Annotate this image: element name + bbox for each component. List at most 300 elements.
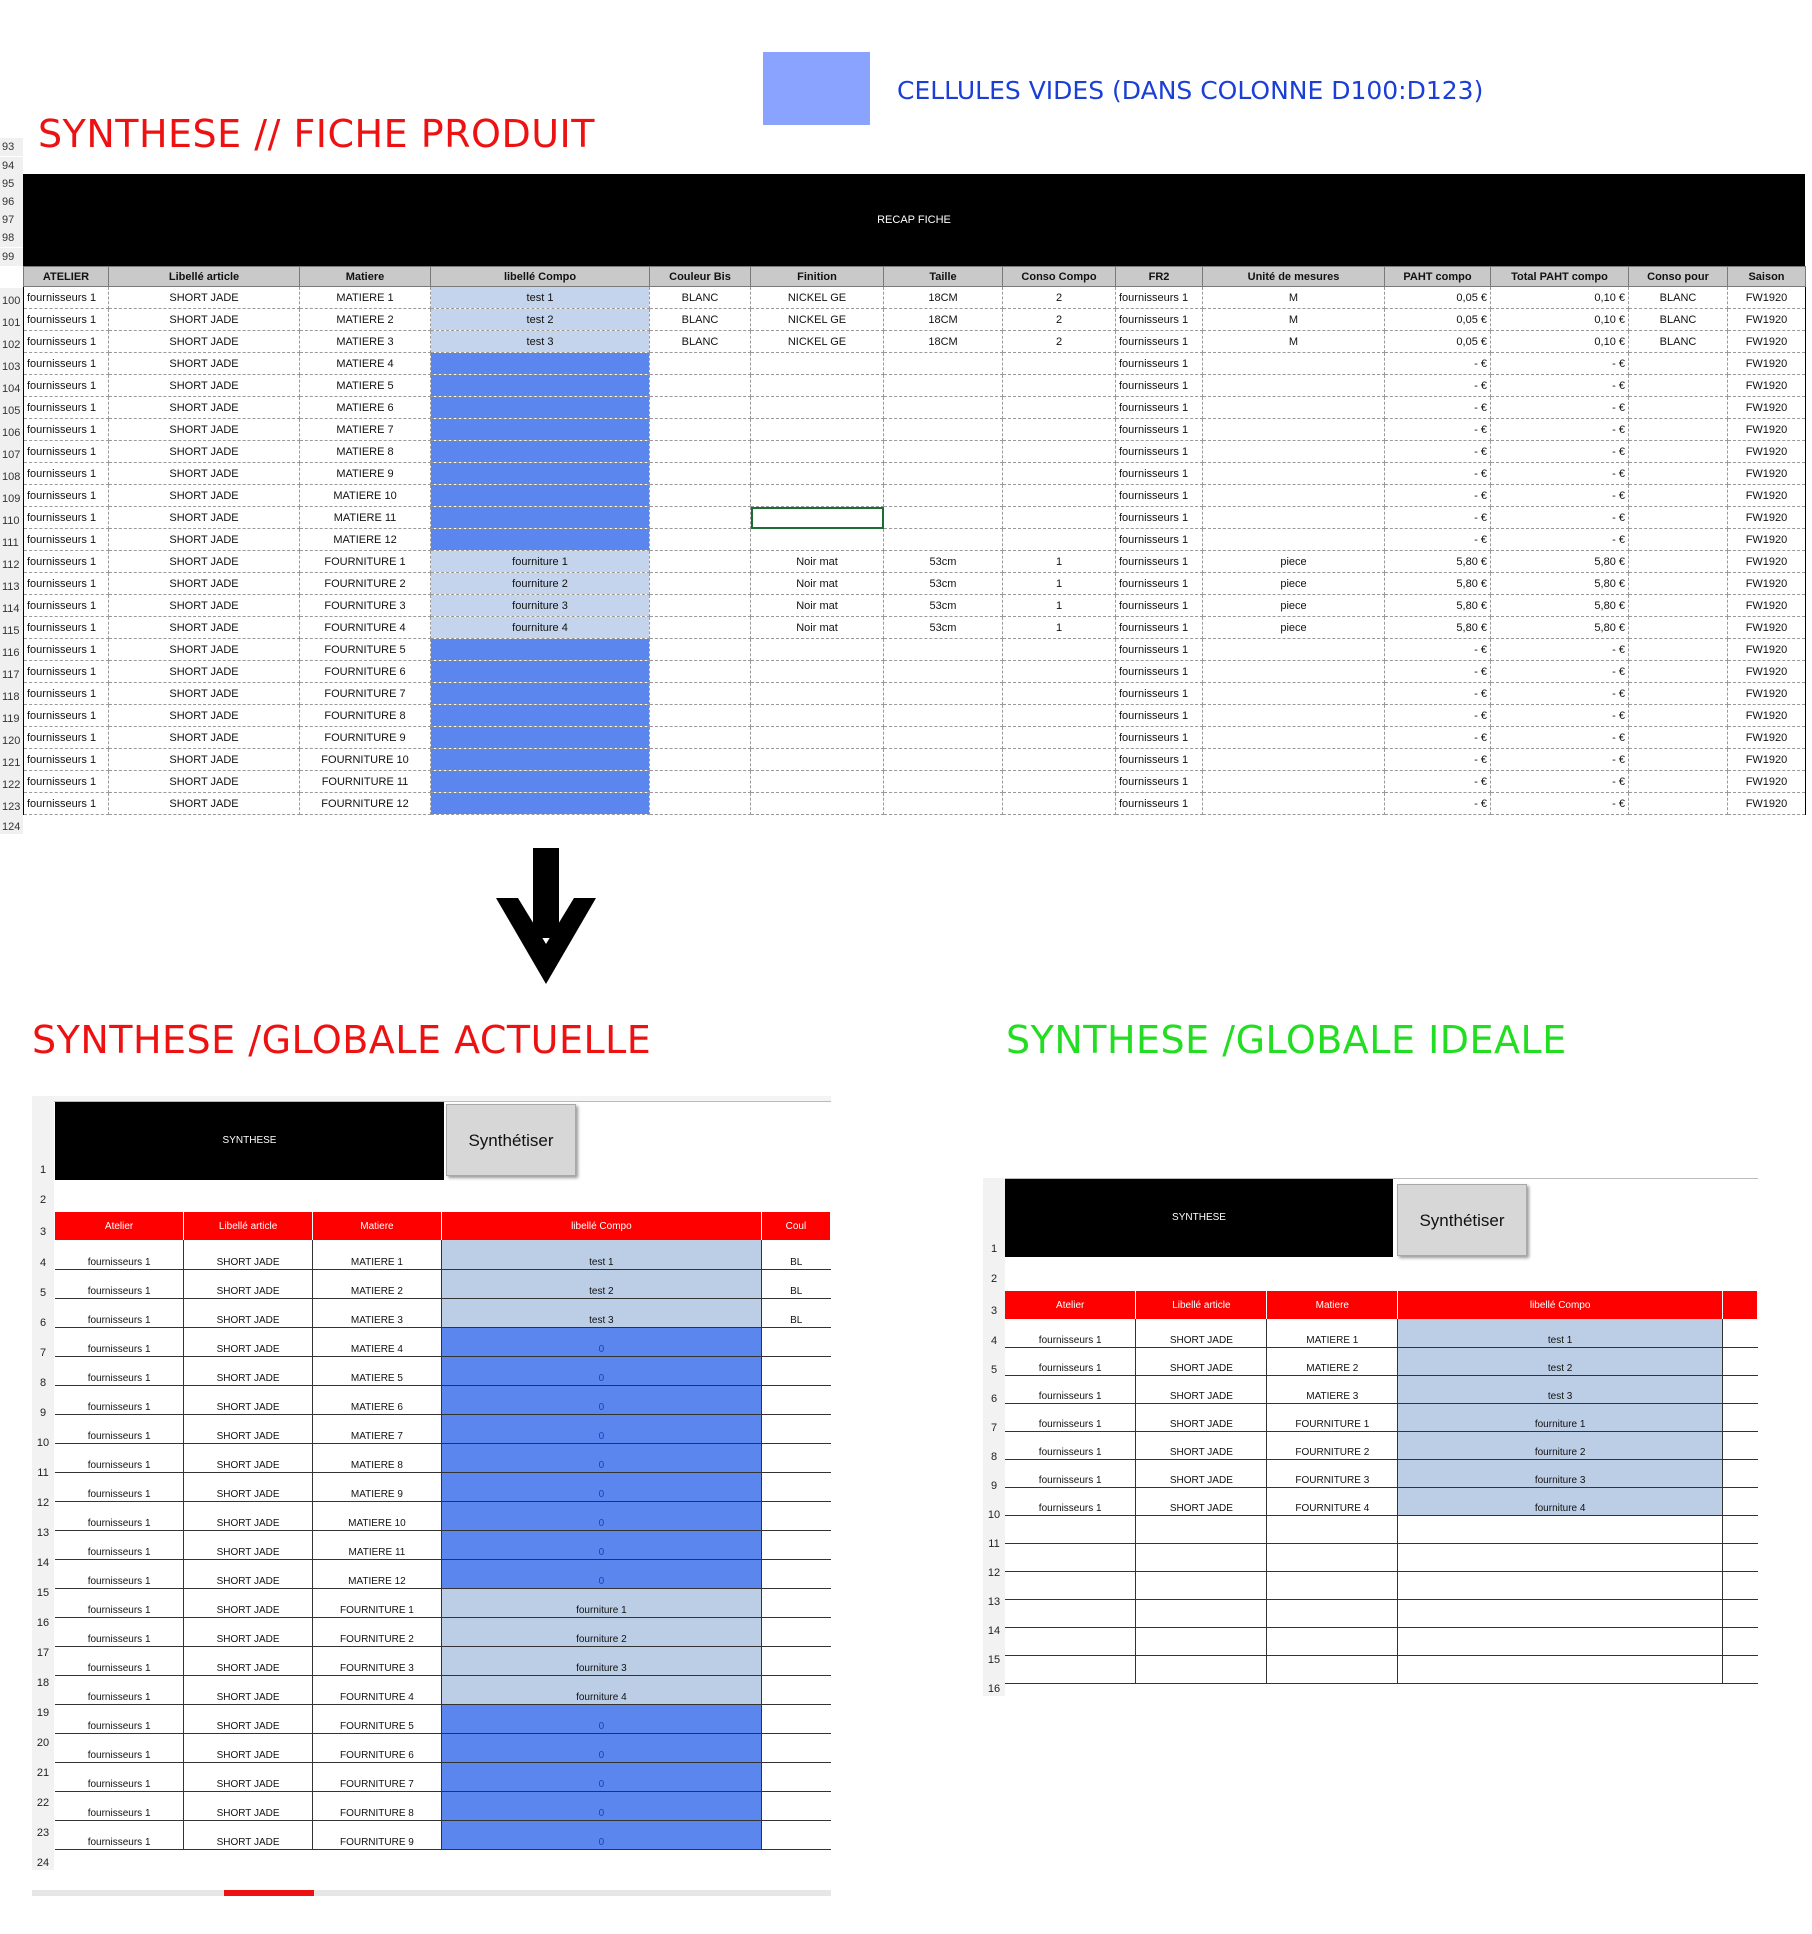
cell-atelier[interactable]: fournisseurs 1: [55, 1501, 184, 1530]
cell-fr2[interactable]: fournisseurs 1: [1116, 419, 1203, 441]
cell-total[interactable]: - €: [1491, 397, 1629, 419]
cell-atelier[interactable]: fournisseurs 1: [55, 1762, 184, 1791]
cell-taille[interactable]: [884, 661, 1003, 683]
cell-saison[interactable]: FW1920: [1728, 529, 1806, 551]
cell-unite[interactable]: piece: [1203, 595, 1385, 617]
cell-unite[interactable]: [1203, 463, 1385, 485]
cell-saison[interactable]: FW1920: [1728, 441, 1806, 463]
cell-extra[interactable]: [761, 1327, 830, 1356]
cell-conso_pour[interactable]: [1629, 551, 1728, 573]
cell-libelle[interactable]: SHORT JADE: [109, 419, 300, 441]
cell-null[interactable]: [1723, 1319, 1758, 1347]
cell-libelle[interactable]: [1136, 1571, 1267, 1599]
cell-matiere[interactable]: FOURNITURE 2: [312, 1617, 441, 1646]
cell-atelier[interactable]: fournisseurs 1: [55, 1327, 184, 1356]
cell-conso_pour[interactable]: BLANC: [1629, 309, 1728, 331]
cell-libelle[interactable]: SHORT JADE: [184, 1530, 313, 1559]
cell-taille[interactable]: [884, 441, 1003, 463]
cell-compo[interactable]: 0: [441, 1559, 761, 1588]
active-sheet-tab[interactable]: [224, 1890, 314, 1896]
cell-paht[interactable]: 5,80 €: [1385, 573, 1491, 595]
cell-saison[interactable]: FW1920: [1728, 287, 1806, 309]
cell-matiere[interactable]: MATIERE 11: [312, 1530, 441, 1559]
cell-fr2[interactable]: fournisseurs 1: [1116, 595, 1203, 617]
cell-saison[interactable]: FW1920: [1728, 727, 1806, 749]
cell-atelier[interactable]: fournisseurs 1: [55, 1588, 184, 1617]
cell-fr2[interactable]: fournisseurs 1: [1116, 397, 1203, 419]
cell-compo[interactable]: [431, 705, 650, 727]
cell-saison[interactable]: FW1920: [1728, 573, 1806, 595]
cell-taille[interactable]: 53cm: [884, 573, 1003, 595]
cell-atelier[interactable]: fournisseurs 1: [24, 617, 109, 639]
cell-matiere[interactable]: [1267, 1571, 1398, 1599]
cell-matiere[interactable]: FOURNITURE 3: [312, 1646, 441, 1675]
cell-taille[interactable]: 53cm: [884, 617, 1003, 639]
cell-matiere[interactable]: MATIERE 2: [300, 309, 431, 331]
cell-conso[interactable]: [1003, 397, 1116, 419]
cell-libelle[interactable]: SHORT JADE: [109, 639, 300, 661]
cell-conso[interactable]: [1003, 661, 1116, 683]
cell-atelier[interactable]: fournisseurs 1: [55, 1559, 184, 1588]
cell-matiere[interactable]: MATIERE 1: [1267, 1319, 1398, 1347]
cell-conso_pour[interactable]: [1629, 727, 1728, 749]
cell-unite[interactable]: [1203, 661, 1385, 683]
cell-conso[interactable]: [1003, 529, 1116, 551]
cell-libelle[interactable]: SHORT JADE: [109, 617, 300, 639]
cell-compo[interactable]: [431, 529, 650, 551]
cell-conso_pour[interactable]: [1629, 419, 1728, 441]
cell-libelle[interactable]: SHORT JADE: [184, 1298, 313, 1327]
cell-conso_pour[interactable]: [1629, 595, 1728, 617]
cell-total[interactable]: - €: [1491, 705, 1629, 727]
cell-saison[interactable]: FW1920: [1728, 507, 1806, 529]
cell-libelle[interactable]: SHORT JADE: [184, 1385, 313, 1414]
cell-total[interactable]: - €: [1491, 419, 1629, 441]
cell-null[interactable]: [1723, 1571, 1758, 1599]
cell-libelle[interactable]: SHORT JADE: [109, 331, 300, 353]
cell-conso_pour[interactable]: [1629, 507, 1728, 529]
cell-atelier[interactable]: fournisseurs 1: [24, 353, 109, 375]
cell-couleur[interactable]: [650, 463, 751, 485]
cell-matiere[interactable]: MATIERE 8: [300, 441, 431, 463]
cell-compo[interactable]: [431, 639, 650, 661]
cell-atelier[interactable]: fournisseurs 1: [1005, 1431, 1136, 1459]
cell-total[interactable]: - €: [1491, 353, 1629, 375]
cell-matiere[interactable]: [1267, 1627, 1398, 1655]
cell-matiere[interactable]: MATIERE 7: [312, 1414, 441, 1443]
cell-compo[interactable]: [1398, 1515, 1723, 1543]
cell-couleur[interactable]: [650, 419, 751, 441]
synthetiser-button[interactable]: Synthétiser: [446, 1104, 576, 1176]
column-header[interactable]: Conso pour: [1629, 267, 1728, 287]
cell-finition[interactable]: [751, 771, 884, 793]
cell-null[interactable]: [1723, 1459, 1758, 1487]
cell-unite[interactable]: [1203, 529, 1385, 551]
cell-matiere[interactable]: FOURNITURE 7: [300, 683, 431, 705]
cell-matiere[interactable]: FOURNITURE 12: [300, 793, 431, 815]
cell-unite[interactable]: piece: [1203, 551, 1385, 573]
cell-matiere[interactable]: FOURNITURE 7: [312, 1762, 441, 1791]
cell-null[interactable]: [1723, 1375, 1758, 1403]
cell-libelle[interactable]: SHORT JADE: [1136, 1403, 1267, 1431]
cell-libelle[interactable]: [1136, 1543, 1267, 1571]
cell-conso[interactable]: [1003, 683, 1116, 705]
cell-libelle[interactable]: SHORT JADE: [109, 309, 300, 331]
cell-compo[interactable]: fourniture 1: [1398, 1403, 1723, 1431]
cell-conso_pour[interactable]: [1629, 529, 1728, 551]
column-header[interactable]: libellé Compo: [1398, 1291, 1723, 1319]
cell-compo[interactable]: 0: [441, 1530, 761, 1559]
cell-extra[interactable]: [761, 1675, 830, 1704]
cell-saison[interactable]: FW1920: [1728, 639, 1806, 661]
cell-atelier[interactable]: fournisseurs 1: [55, 1646, 184, 1675]
cell-libelle[interactable]: SHORT JADE: [184, 1588, 313, 1617]
cell-libelle[interactable]: SHORT JADE: [109, 683, 300, 705]
column-header[interactable]: Libellé article: [109, 267, 300, 287]
cell-atelier[interactable]: fournisseurs 1: [1005, 1459, 1136, 1487]
cell-unite[interactable]: [1203, 683, 1385, 705]
cell-total[interactable]: - €: [1491, 771, 1629, 793]
cell-atelier[interactable]: fournisseurs 1: [24, 551, 109, 573]
cell-fr2[interactable]: fournisseurs 1: [1116, 727, 1203, 749]
cell-extra[interactable]: [761, 1385, 830, 1414]
column-header[interactable]: FR2: [1116, 267, 1203, 287]
cell-atelier[interactable]: fournisseurs 1: [24, 529, 109, 551]
cell-extra[interactable]: [761, 1443, 830, 1472]
cell-conso[interactable]: [1003, 485, 1116, 507]
cell-libelle[interactable]: SHORT JADE: [184, 1269, 313, 1298]
cell-fr2[interactable]: fournisseurs 1: [1116, 771, 1203, 793]
cell-couleur[interactable]: [650, 705, 751, 727]
cell-atelier[interactable]: fournisseurs 1: [1005, 1487, 1136, 1515]
cell-fr2[interactable]: fournisseurs 1: [1116, 705, 1203, 727]
cell-fr2[interactable]: fournisseurs 1: [1116, 375, 1203, 397]
cell-compo[interactable]: [1398, 1543, 1723, 1571]
cell-matiere[interactable]: FOURNITURE 6: [312, 1733, 441, 1762]
cell-libelle[interactable]: SHORT JADE: [109, 353, 300, 375]
cell-libelle[interactable]: SHORT JADE: [109, 507, 300, 529]
cell-taille[interactable]: 53cm: [884, 551, 1003, 573]
cell-unite[interactable]: [1203, 639, 1385, 661]
cell-paht[interactable]: 5,80 €: [1385, 551, 1491, 573]
cell-paht[interactable]: - €: [1385, 353, 1491, 375]
column-header[interactable]: Unité de mesures: [1203, 267, 1385, 287]
cell-taille[interactable]: 53cm: [884, 595, 1003, 617]
column-header[interactable]: Libellé article: [1136, 1291, 1267, 1319]
cell-taille[interactable]: [884, 793, 1003, 815]
cell-matiere[interactable]: [1267, 1543, 1398, 1571]
cell-paht[interactable]: - €: [1385, 485, 1491, 507]
cell-total[interactable]: - €: [1491, 375, 1629, 397]
cell-taille[interactable]: [884, 507, 1003, 529]
cell-couleur[interactable]: [650, 661, 751, 683]
cell-total[interactable]: 0,10 €: [1491, 287, 1629, 309]
cell-paht[interactable]: - €: [1385, 529, 1491, 551]
cell-atelier[interactable]: fournisseurs 1: [55, 1414, 184, 1443]
cell-paht[interactable]: - €: [1385, 441, 1491, 463]
cell-atelier[interactable]: fournisseurs 1: [55, 1530, 184, 1559]
cell-compo[interactable]: fourniture 2: [1398, 1431, 1723, 1459]
cell-compo[interactable]: fourniture 1: [441, 1588, 761, 1617]
column-header[interactable]: Taille: [884, 267, 1003, 287]
cell-couleur[interactable]: [650, 749, 751, 771]
cell-taille[interactable]: [884, 727, 1003, 749]
cell-total[interactable]: - €: [1491, 639, 1629, 661]
cell-compo[interactable]: test 1: [1398, 1319, 1723, 1347]
cell-conso[interactable]: 1: [1003, 617, 1116, 639]
cell-compo[interactable]: 0: [441, 1501, 761, 1530]
cell-fr2[interactable]: fournisseurs 1: [1116, 287, 1203, 309]
cell-taille[interactable]: 18CM: [884, 287, 1003, 309]
cell-total[interactable]: 0,10 €: [1491, 331, 1629, 353]
cell-couleur[interactable]: [650, 397, 751, 419]
cell-matiere[interactable]: MATIERE 10: [312, 1501, 441, 1530]
cell-couleur[interactable]: [650, 639, 751, 661]
cell-atelier[interactable]: [1005, 1655, 1136, 1683]
cell-conso_pour[interactable]: [1629, 771, 1728, 793]
cell-conso[interactable]: 2: [1003, 309, 1116, 331]
cell-atelier[interactable]: fournisseurs 1: [55, 1443, 184, 1472]
column-header[interactable]: Matiere: [312, 1212, 441, 1240]
cell-fr2[interactable]: fournisseurs 1: [1116, 793, 1203, 815]
cell-conso_pour[interactable]: [1629, 353, 1728, 375]
cell-paht[interactable]: 5,80 €: [1385, 595, 1491, 617]
cell-matiere[interactable]: FOURNITURE 9: [312, 1820, 441, 1849]
cell-unite[interactable]: [1203, 441, 1385, 463]
cell-atelier[interactable]: [1005, 1515, 1136, 1543]
cell-unite[interactable]: M: [1203, 309, 1385, 331]
cell-libelle[interactable]: SHORT JADE: [1136, 1459, 1267, 1487]
cell-atelier[interactable]: fournisseurs 1: [55, 1820, 184, 1849]
cell-unite[interactable]: piece: [1203, 573, 1385, 595]
cell-saison[interactable]: FW1920: [1728, 793, 1806, 815]
cell-atelier[interactable]: fournisseurs 1: [24, 441, 109, 463]
cell-compo[interactable]: fourniture 4: [431, 617, 650, 639]
cell-conso[interactable]: [1003, 639, 1116, 661]
cell-libelle[interactable]: SHORT JADE: [184, 1704, 313, 1733]
cell-finition[interactable]: [751, 507, 884, 529]
cell-fr2[interactable]: fournisseurs 1: [1116, 639, 1203, 661]
cell-saison[interactable]: FW1920: [1728, 661, 1806, 683]
cell-atelier[interactable]: fournisseurs 1: [24, 793, 109, 815]
cell-compo[interactable]: [431, 463, 650, 485]
cell-compo[interactable]: 0: [441, 1762, 761, 1791]
cell-couleur[interactable]: [650, 727, 751, 749]
cell-matiere[interactable]: MATIERE 6: [312, 1385, 441, 1414]
cell-paht[interactable]: - €: [1385, 463, 1491, 485]
cell-extra[interactable]: [761, 1414, 830, 1443]
cell-extra[interactable]: [761, 1646, 830, 1675]
cell-matiere[interactable]: MATIERE 4: [312, 1327, 441, 1356]
cell-finition[interactable]: Noir mat: [751, 573, 884, 595]
cell-total[interactable]: - €: [1491, 683, 1629, 705]
cell-taille[interactable]: 18CM: [884, 309, 1003, 331]
cell-conso[interactable]: [1003, 771, 1116, 793]
cell-extra[interactable]: [761, 1472, 830, 1501]
cell-extra[interactable]: [761, 1762, 830, 1791]
cell-finition[interactable]: [751, 749, 884, 771]
cell-saison[interactable]: FW1920: [1728, 463, 1806, 485]
cell-couleur[interactable]: [650, 683, 751, 705]
cell-taille[interactable]: [884, 463, 1003, 485]
cell-taille[interactable]: [884, 419, 1003, 441]
cell-libelle[interactable]: SHORT JADE: [184, 1617, 313, 1646]
cell-matiere[interactable]: FOURNITURE 8: [312, 1791, 441, 1820]
cell-libelle[interactable]: SHORT JADE: [184, 1820, 313, 1849]
cell-compo[interactable]: fourniture 2: [441, 1617, 761, 1646]
cell-atelier[interactable]: [1005, 1599, 1136, 1627]
cell-extra[interactable]: [761, 1588, 830, 1617]
cell-finition[interactable]: [751, 705, 884, 727]
cell-saison[interactable]: FW1920: [1728, 617, 1806, 639]
cell-compo[interactable]: fourniture 3: [431, 595, 650, 617]
cell-matiere[interactable]: MATIERE 3: [300, 331, 431, 353]
cell-compo[interactable]: [431, 397, 650, 419]
cell-unite[interactable]: [1203, 419, 1385, 441]
column-header[interactable]: Atelier: [55, 1212, 184, 1240]
cell-compo[interactable]: fourniture 2: [431, 573, 650, 595]
cell-libelle[interactable]: SHORT JADE: [109, 441, 300, 463]
cell-total[interactable]: - €: [1491, 485, 1629, 507]
cell-atelier[interactable]: fournisseurs 1: [24, 749, 109, 771]
cell-paht[interactable]: - €: [1385, 419, 1491, 441]
cell-compo[interactable]: 0: [441, 1820, 761, 1849]
cell-compo[interactable]: test 1: [441, 1240, 761, 1269]
cell-finition[interactable]: NICKEL GE: [751, 309, 884, 331]
cell-extra[interactable]: [761, 1704, 830, 1733]
cell-atelier[interactable]: fournisseurs 1: [24, 331, 109, 353]
cell-libelle[interactable]: SHORT JADE: [184, 1240, 313, 1269]
cell-taille[interactable]: [884, 749, 1003, 771]
cell-matiere[interactable]: FOURNITURE 4: [1267, 1487, 1398, 1515]
cell-null[interactable]: [1723, 1599, 1758, 1627]
cell-unite[interactable]: [1203, 375, 1385, 397]
cell-matiere[interactable]: MATIERE 1: [300, 287, 431, 309]
cell-libelle[interactable]: SHORT JADE: [184, 1733, 313, 1762]
cell-matiere[interactable]: FOURNITURE 2: [300, 573, 431, 595]
cell-null[interactable]: [1723, 1543, 1758, 1571]
cell-libelle[interactable]: SHORT JADE: [1136, 1347, 1267, 1375]
cell-taille[interactable]: [884, 771, 1003, 793]
cell-compo[interactable]: test 3: [431, 331, 650, 353]
cell-extra[interactable]: [761, 1820, 830, 1849]
cell-atelier[interactable]: fournisseurs 1: [24, 727, 109, 749]
cell-libelle[interactable]: SHORT JADE: [1136, 1431, 1267, 1459]
cell-finition[interactable]: [751, 463, 884, 485]
cell-total[interactable]: - €: [1491, 727, 1629, 749]
cell-finition[interactable]: [751, 661, 884, 683]
cell-taille[interactable]: [884, 397, 1003, 419]
cell-unite[interactable]: M: [1203, 287, 1385, 309]
cell-compo[interactable]: test 3: [1398, 1375, 1723, 1403]
cell-finition[interactable]: [751, 485, 884, 507]
cell-taille[interactable]: [884, 705, 1003, 727]
cell-compo[interactable]: [431, 507, 650, 529]
cell-atelier[interactable]: fournisseurs 1: [24, 661, 109, 683]
cell-compo[interactable]: [431, 749, 650, 771]
cell-matiere[interactable]: MATIERE 2: [1267, 1347, 1398, 1375]
cell-libelle[interactable]: SHORT JADE: [1136, 1487, 1267, 1515]
cell-paht[interactable]: 5,80 €: [1385, 617, 1491, 639]
cell-finition[interactable]: Noir mat: [751, 595, 884, 617]
cell-matiere[interactable]: [1267, 1655, 1398, 1683]
cell-fr2[interactable]: fournisseurs 1: [1116, 683, 1203, 705]
cell-fr2[interactable]: fournisseurs 1: [1116, 441, 1203, 463]
cell-matiere[interactable]: FOURNITURE 4: [312, 1675, 441, 1704]
cell-compo[interactable]: [431, 771, 650, 793]
cell-conso_pour[interactable]: [1629, 749, 1728, 771]
cell-atelier[interactable]: fournisseurs 1: [24, 573, 109, 595]
cell-libelle[interactable]: SHORT JADE: [109, 485, 300, 507]
cell-fr2[interactable]: fournisseurs 1: [1116, 485, 1203, 507]
cell-paht[interactable]: 0,05 €: [1385, 331, 1491, 353]
cell-compo[interactable]: 0: [441, 1414, 761, 1443]
cell-atelier[interactable]: [1005, 1543, 1136, 1571]
cell-conso_pour[interactable]: [1629, 397, 1728, 419]
cell-saison[interactable]: FW1920: [1728, 397, 1806, 419]
cell-matiere[interactable]: FOURNITURE 5: [300, 639, 431, 661]
cell-compo[interactable]: 0: [441, 1704, 761, 1733]
cell-atelier[interactable]: fournisseurs 1: [24, 375, 109, 397]
cell-conso[interactable]: [1003, 705, 1116, 727]
cell-extra[interactable]: BL: [761, 1298, 830, 1327]
cell-atelier[interactable]: fournisseurs 1: [24, 309, 109, 331]
cell-atelier[interactable]: [1005, 1627, 1136, 1655]
cell-finition[interactable]: [751, 397, 884, 419]
cell-libelle[interactable]: SHORT JADE: [109, 661, 300, 683]
cell-conso_pour[interactable]: [1629, 661, 1728, 683]
cell-couleur[interactable]: BLANC: [650, 287, 751, 309]
cell-unite[interactable]: M: [1203, 331, 1385, 353]
cell-compo[interactable]: fourniture 4: [1398, 1487, 1723, 1515]
cell-finition[interactable]: [751, 639, 884, 661]
cell-saison[interactable]: FW1920: [1728, 683, 1806, 705]
cell-conso_pour[interactable]: [1629, 705, 1728, 727]
cell-couleur[interactable]: BLANC: [650, 331, 751, 353]
cell-couleur[interactable]: [650, 573, 751, 595]
cell-compo[interactable]: [431, 485, 650, 507]
cell-libelle[interactable]: [1136, 1655, 1267, 1683]
cell-couleur[interactable]: [650, 793, 751, 815]
cell-conso[interactable]: [1003, 507, 1116, 529]
cell-compo[interactable]: fourniture 3: [441, 1646, 761, 1675]
cell-conso_pour[interactable]: [1629, 617, 1728, 639]
cell-atelier[interactable]: fournisseurs 1: [24, 507, 109, 529]
cell-fr2[interactable]: fournisseurs 1: [1116, 507, 1203, 529]
cell-compo[interactable]: 0: [441, 1791, 761, 1820]
cell-finition[interactable]: NICKEL GE: [751, 331, 884, 353]
cell-compo[interactable]: [431, 375, 650, 397]
cell-compo[interactable]: 0: [441, 1327, 761, 1356]
cell-conso_pour[interactable]: BLANC: [1629, 331, 1728, 353]
cell-unite[interactable]: [1203, 397, 1385, 419]
cell-unite[interactable]: [1203, 507, 1385, 529]
cell-atelier[interactable]: fournisseurs 1: [55, 1733, 184, 1762]
cell-paht[interactable]: - €: [1385, 639, 1491, 661]
cell-unite[interactable]: [1203, 705, 1385, 727]
cell-fr2[interactable]: fournisseurs 1: [1116, 331, 1203, 353]
cell-couleur[interactable]: [650, 551, 751, 573]
cell-total[interactable]: - €: [1491, 441, 1629, 463]
cell-paht[interactable]: - €: [1385, 375, 1491, 397]
cell-atelier[interactable]: fournisseurs 1: [55, 1617, 184, 1646]
cell-compo[interactable]: [431, 683, 650, 705]
cell-unite[interactable]: [1203, 485, 1385, 507]
cell-couleur[interactable]: [650, 485, 751, 507]
cell-conso[interactable]: [1003, 353, 1116, 375]
cell-finition[interactable]: [751, 419, 884, 441]
cell-fr2[interactable]: fournisseurs 1: [1116, 573, 1203, 595]
